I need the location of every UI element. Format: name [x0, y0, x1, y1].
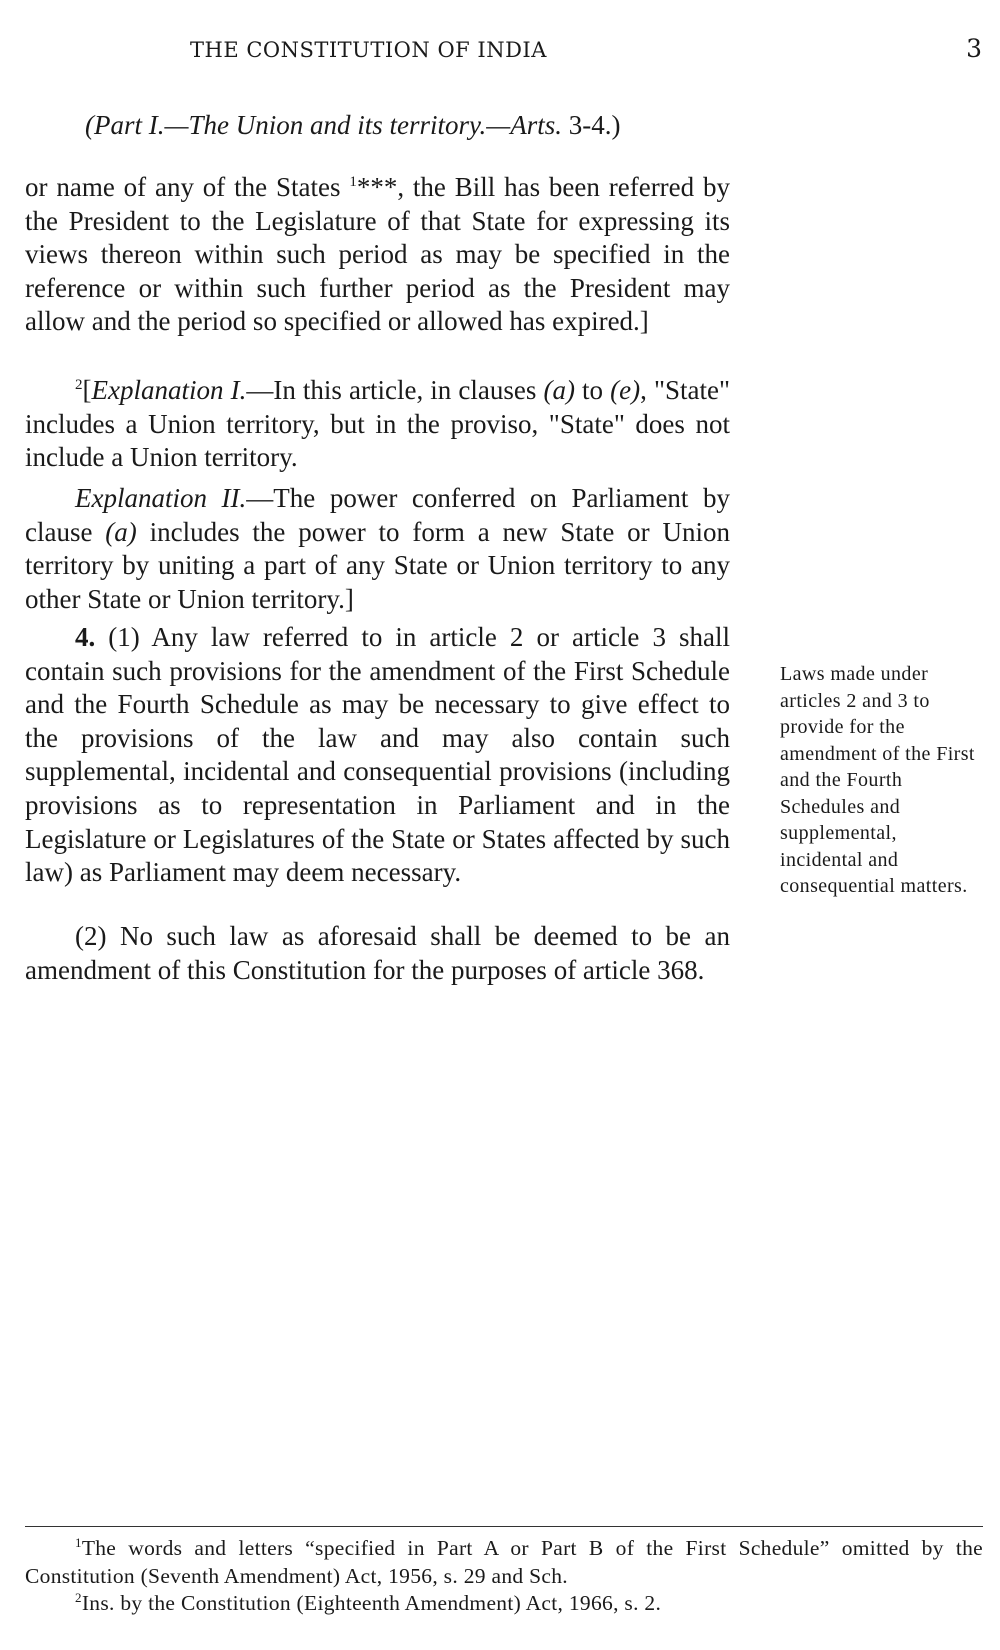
body-paragraph-continuation: or name of any of the States $^1$***, the Bill has been referred by the President to the Legislature of that State for expressing its views thereon within such period as may be specified in the reference or within such further period as the President may allow and the period so specified or allowed has expired.]: [25, 172, 730, 337]
explanation-one-title: Explanation I.: [91, 375, 247, 405]
article-4-clause-2: (2) No such law as aforesaid shall be deemed to be an amendment of this Constitution for the purposes of article 368.: [25, 921, 730, 985]
article-4-clause-1: 4. (1) Any law referred to in article 2 or article 3 shall contain such provisions for the amendment of the First Schedule and the Fourth Schedule as may be necessary to give effect to the provisions of the law and may also contain such supplemental, incidental and consequential provisions (including provisions as to representation in Parliament and in the Legislature or Legislatures of the State or States affected by such law) as Parliament may deem necessary.: [25, 622, 730, 888]
part-heading: [85, 110, 621, 141]
footnote-ref-1: 1: [349, 174, 357, 190]
marginal-note: Laws made under articles 2 and 3 to provide for the amendment of the First and the Fourth Schedules and supplemental, incidental and consequential matters.: [780, 663, 975, 897]
running-header-title: THE CONSTITUTION OF INDIA: [190, 38, 547, 62]
page-number: 3: [966, 34, 982, 63]
part-heading-italic: (Part I.—The Union and its territory.—Arts.: [85, 110, 563, 140]
explanation-two-title: Explanation II.: [75, 483, 247, 513]
footnotes: [25, 1535, 983, 1618]
footnote-divider: [25, 1526, 983, 1527]
footnote-1: $^1$The words and letters “specified in Part A or Part B of the First Schedule” omitted by the Constitution (Seventh Amendment) Act, 1956, s. 29 and Sch.: [25, 1534, 983, 1588]
explanation-one: $^2$[Explanation I.—In this article, in clauses (a) to (e), "State" includes a Union territory, but in the proviso, "State" does not include a Union territory.: [25, 375, 730, 473]
explanation-two: Explanation II.—The power conferred on Parliament by clause (a) includes the power to form a new State or Union territory by uniting a part of any State or Union territory to any other State or Union territory.]: [25, 483, 731, 614]
footnote-ref-2: 2: [75, 377, 83, 393]
footnote-2: $^2$Ins. by the Constitution (Eighteenth Amendment) Act, 1966, s. 2.: [75, 1589, 662, 1615]
part-heading-articles: 3-4.): [562, 110, 621, 140]
article-number: 4.: [75, 622, 96, 652]
